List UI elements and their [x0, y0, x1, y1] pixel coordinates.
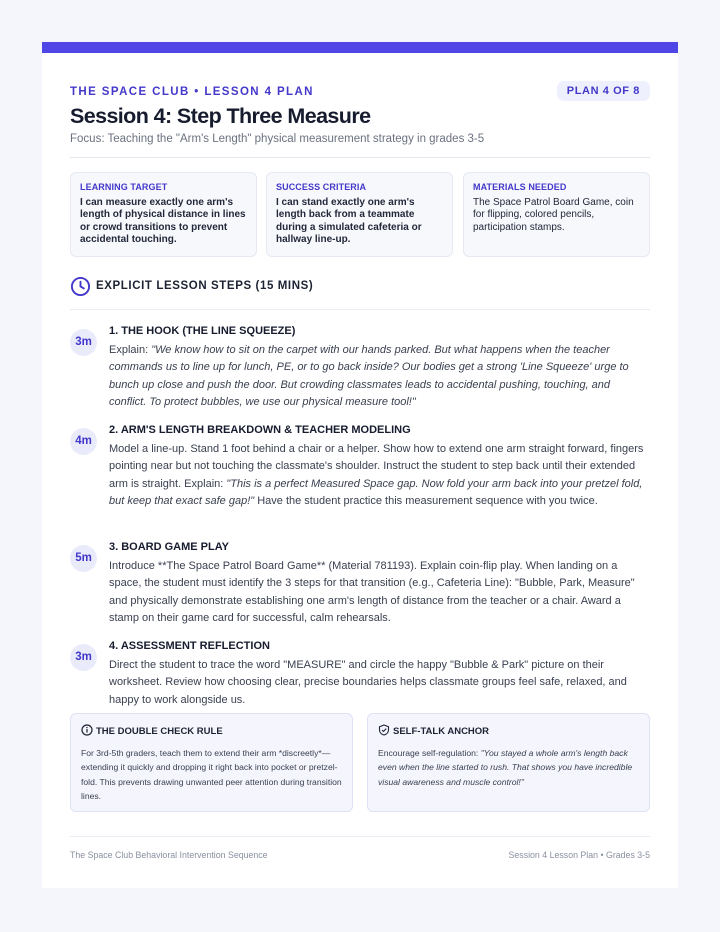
step-duration-badge: 4m: [70, 428, 97, 455]
focus-line: Focus: Teaching the "Arm's Length" physical measurement strategy in grades 3-5: [70, 133, 485, 145]
step-text: Introduce **The Space Patrol Board Game** (Material 781193). Explain coin-flip play. When landing on a space, the student must identify the 3 steps for that transition (e.g., Cafeteria Line): "Bubble, Park, Measure" and physically demonstrate establishing one arm's length of distance from the teacher or a chair. Award a stamp on their game card for successful, calm rehearsals.: [109, 560, 635, 625]
steps-divider: [70, 309, 650, 310]
callout-quote: "You stayed a whole arm's length back even when the line started to rush. That shows you have incredible visual awareness and muscle control!": [378, 748, 633, 787]
step-quote: "This is a perfect Measured Space gap. Now fold your arm back into your pretzel fold, but keep that exact safe gap!": [109, 477, 643, 508]
lesson-step: [70, 640, 650, 710]
eyebrow-label: THE SPACE CLUB • LESSON 4 PLAN: [70, 86, 314, 98]
success-criteria-card: [266, 172, 453, 257]
footer-left: The Space Club Behavioral Intervention Sequence: [70, 850, 268, 860]
card-heading: MATERIALS NEEDED: [473, 182, 567, 192]
plan-badge: PLAN 4 OF 8: [557, 81, 650, 101]
step-body: [109, 657, 650, 709]
callout-heading-row: [378, 724, 639, 738]
shield-check-icon: [378, 724, 390, 736]
summary-cards: [70, 172, 650, 257]
learning-target-card: [70, 172, 257, 257]
lesson-step: [70, 325, 650, 415]
double-check-callout: [70, 713, 353, 812]
step-title: 4. ASSESSMENT REFLECTION: [109, 640, 270, 652]
callout-boxes: [70, 713, 650, 813]
card-body: The Space Patrol Board Game, coin for flipping, colored pencils, participation stamps.: [473, 197, 634, 233]
step-body: [109, 558, 650, 628]
footer-right: Session 4 Lesson Plan • Grades 3-5: [508, 850, 650, 860]
step-text: Model a line-up. Stand 1 foot behind a chair or a helper. Show how to extend one arm straight forward, fingers pointing near but not touching the classmate's shoulder. Instruct the student to step back until their extended arm is straight. Explain:: [109, 443, 644, 490]
header-divider: [70, 157, 650, 158]
step-duration-badge: 5m: [70, 545, 97, 572]
callout-text: For 3rd-5th graders, teach them to extend their arm *discreetly*—extending it quickly and dropping it right back into pocket or pretzel-fold. This prevents drawing unwanted peer attention during transition lines.: [81, 748, 342, 801]
step-body: [109, 342, 650, 412]
callout-heading: SELF-TALK ANCHOR: [393, 726, 490, 737]
step-title: 2. ARM'S LENGTH BREAKDOWN & TEACHER MODELING: [109, 424, 411, 436]
card-heading: SUCCESS CRITERIA: [276, 182, 367, 192]
step-body: [109, 441, 650, 511]
step-text: Explain:: [109, 344, 152, 356]
callout-body: [378, 746, 639, 789]
card-body: I can stand exactly one arm's length back from a teammate during a simulated cafeteria or hallway line-up.: [276, 197, 422, 245]
callout-heading: THE DOUBLE CHECK RULE: [96, 726, 223, 737]
card-heading: LEARNING TARGET: [80, 182, 168, 192]
step-text-tail: Have the student practice this measurement sequence with you twice.: [254, 495, 598, 508]
steps-section-title: EXPLICIT LESSON STEPS (15 MINS): [96, 280, 314, 292]
callout-text: Encourage self-regulation:: [378, 748, 481, 758]
lesson-step: [70, 424, 650, 534]
card-body: I can measure exactly one arm's length of physical distance in lines or crowd transitions to prevent accidental touching.: [80, 197, 246, 245]
callout-body: [81, 746, 342, 803]
materials-card: [463, 172, 650, 257]
step-duration-badge: 3m: [70, 644, 97, 671]
callout-heading-row: [81, 724, 342, 738]
info-icon: [81, 724, 93, 736]
steps-section-header: [70, 275, 650, 299]
lesson-plan-page: [42, 42, 678, 888]
self-talk-callout: [367, 713, 650, 812]
footer-divider: [70, 836, 650, 837]
step-text: Direct the student to trace the word "MEASURE" and circle the happy "Bubble & Park" picture on their worksheet. Review how choosing clear, precise boundaries helps classmate groups feel safe, relaxed, and happy to work alongside us.: [109, 659, 627, 706]
step-title: 1. THE HOOK (THE LINE SQUEEZE): [109, 325, 296, 337]
lesson-step: [70, 541, 650, 631]
step-title: 3. BOARD GAME PLAY: [109, 541, 230, 553]
step-quote: "We know how to sit on the carpet with our hands parked. But what happens when the teacher commands us to line up for lunch, PE, or to go back inside? Our bodies get a strong 'Line Squeeze' urge to bunch up close and push the door. But crowding classmates leads to accidental pushing, touching, and conflict. To protect bubbles, we use our physical measure tool!": [109, 344, 629, 409]
clock-icon: [70, 276, 91, 297]
step-duration-badge: 3m: [70, 329, 97, 356]
page-title: Session 4: Step Three Measure: [70, 104, 371, 128]
